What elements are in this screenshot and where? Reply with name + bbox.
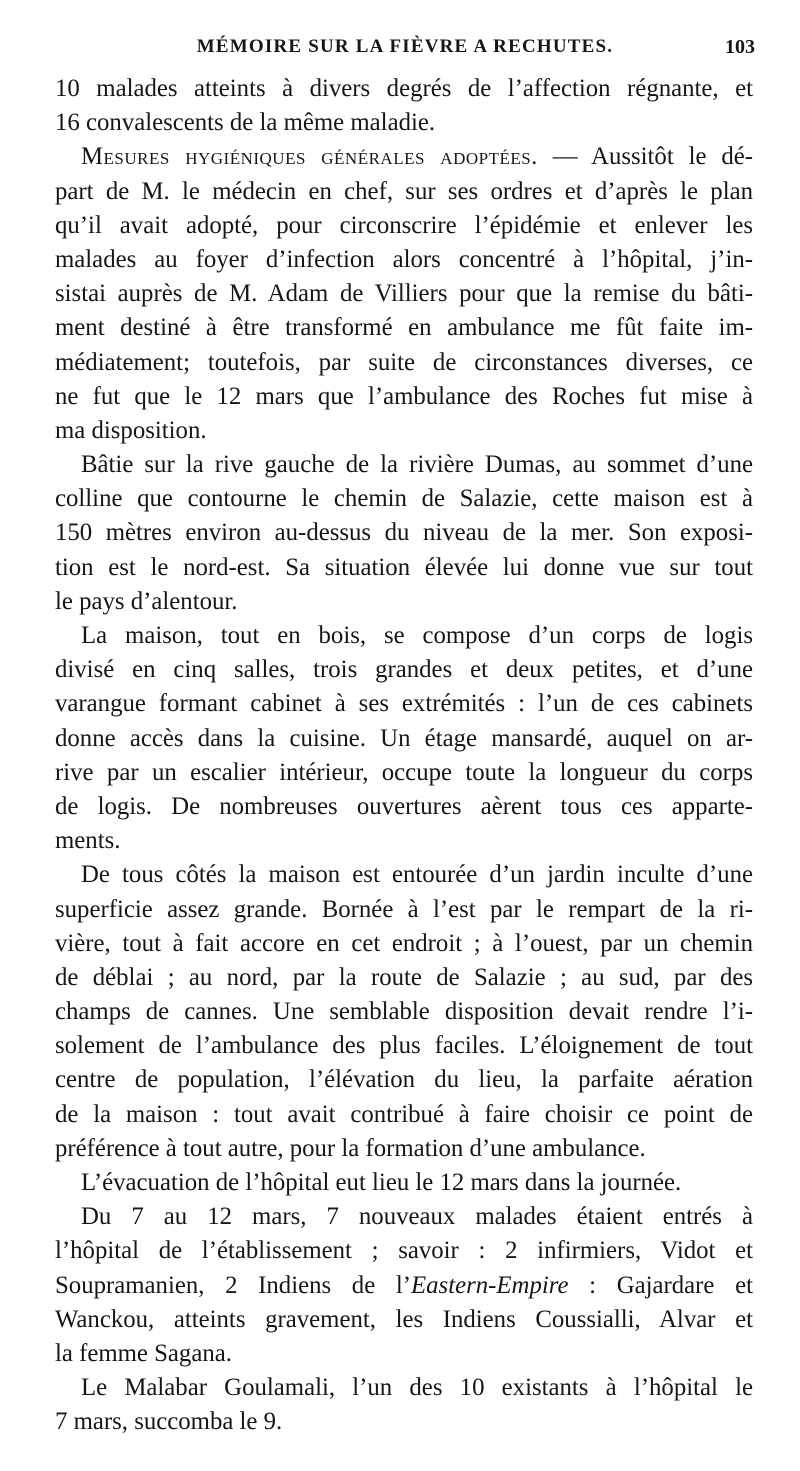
- text-run: Soupramanien, 2 Indiens de l’: [55, 1271, 412, 1299]
- text-line: de la maison : tout avait contribué à faire choisir ce point de: [55, 1100, 753, 1128]
- text-line: ma disposition.: [55, 416, 207, 444]
- text-line: le pays d’alentour.: [55, 587, 238, 615]
- text-run: : Gajardare et: [568, 1271, 753, 1299]
- text-line: colline que contourne le chemin de Salazie, cette maison est à: [55, 485, 753, 513]
- text-line: La maison, tout en bois, se compose d’un corps de logis: [81, 622, 753, 649]
- running-head: [55, 34, 755, 60]
- text-line: centre de population, l’élévation du lieu, la parfaite aération: [55, 1066, 753, 1094]
- text-line: donne accès dans la cuisine. Un étage mansardé, auquel on ar-: [55, 724, 753, 752]
- text-line: [55, 1269, 753, 1303]
- body-text: [55, 72, 753, 1440]
- text-line: médiatement; toutefois, par suite de circonstances diverses, ce: [55, 348, 753, 376]
- section-heading: Mesures hygiéniques générales adoptées.: [81, 143, 538, 171]
- paragraph-8: [55, 1371, 753, 1439]
- text-line: sistai auprès de M. Adam de Villiers pour que la remise du bâti-: [55, 280, 753, 308]
- paragraph-6: [55, 1166, 753, 1200]
- text-line: [55, 140, 753, 174]
- text-line: Bâtie sur la rive gauche de la rivière Dumas, au sommet d’une: [81, 451, 753, 479]
- ship-name: Eastern-Empire: [411, 1271, 569, 1299]
- text-line: De tous côtés la maison est entourée d’un jardin inculte d’une: [81, 861, 753, 889]
- paragraph-7: [55, 1200, 753, 1371]
- text-line: champs de cannes. Une semblable disposition devait rendre l’i-: [55, 998, 753, 1026]
- paragraph-3: [55, 448, 753, 619]
- text-line: superficie assez grande. Bornée à l’est par le rempart de la ri-: [55, 895, 753, 923]
- text-line: tion est le nord-est. Sa situation élevée lui donne vue sur tout: [55, 553, 753, 581]
- text-line: de déblai ; au nord, par la route de Salazie ; au sud, par des: [55, 963, 753, 991]
- paragraph-1: [55, 72, 753, 140]
- paragraph-5: [55, 858, 753, 1166]
- text-line: 10 malades atteints à divers degrés de l’affection régnante, et: [55, 75, 753, 102]
- paragraph-2: [55, 140, 753, 448]
- text-line: vière, tout à fait accore en cet endroit ; à l’ouest, par un chemin: [55, 929, 753, 957]
- text-line: qu’il avait adopté, pour circonscrire l’épidémie et enlever les: [55, 211, 753, 239]
- paragraph-4: [55, 619, 753, 858]
- text-line: varangue formant cabinet à ses extrémités : l’un de ces cabinets: [55, 690, 753, 718]
- text-line: rive par un escalier intérieur, occupe toute la longueur du corps: [55, 758, 753, 786]
- running-title: MÉMOIRE SUR LA FIÈVRE A RECHUTES.: [196, 36, 614, 57]
- text-line: 7 mars, succomba le 9.: [55, 1408, 283, 1436]
- text-line: préférence à tout autre, pour la formation d’une ambulance.: [55, 1134, 646, 1162]
- text-line: L’évacuation de l’hôpital eut lieu le 12 mars dans la journée.: [81, 1169, 682, 1196]
- text-line: Le Malabar Goulamali, l’un des 10 existants à l’hôpital le: [81, 1374, 753, 1402]
- text-line: ments.: [55, 827, 121, 855]
- text-line: divisé en cinq salles, trois grandes et deux petites, et d’une: [55, 656, 753, 684]
- text-line: 16 convalescents de la même maladie.: [55, 109, 436, 137]
- text-line: malades au foyer d’infection alors concentré à l’hôpital, j’in-: [55, 245, 753, 273]
- page-number: 103: [725, 36, 755, 58]
- text-line: 150 mètres environ au-dessus du niveau de la mer. Son exposi-: [55, 519, 753, 547]
- text-line: Du 7 au 12 mars, 7 nouveaux malades étaient entrés à: [81, 1203, 753, 1231]
- text-run: — Aussitôt le dé-: [537, 143, 753, 171]
- text-line: Wanckou, atteints gravement, les Indiens Coussialli, Alvar et: [55, 1305, 753, 1333]
- text-line: part de M. le médecin en chef, sur ses ordres et d’après le plan: [55, 177, 753, 205]
- text-line: solement de l’ambulance des plus faciles. L’éloignement de tout: [55, 1032, 753, 1060]
- text-line: la femme Sagana.: [55, 1339, 232, 1367]
- text-line: l’hôpital de l’établissement ; savoir : 2 infirmiers, Vidot et: [55, 1237, 753, 1265]
- text-line: de logis. De nombreuses ouvertures aèrent tous ces apparte-: [55, 792, 753, 820]
- text-line: ment destiné à être transformé en ambulance me fût faite im-: [55, 314, 753, 342]
- text-line: ne fut que le 12 mars que l’ambulance des Roches fut mise à: [55, 382, 753, 410]
